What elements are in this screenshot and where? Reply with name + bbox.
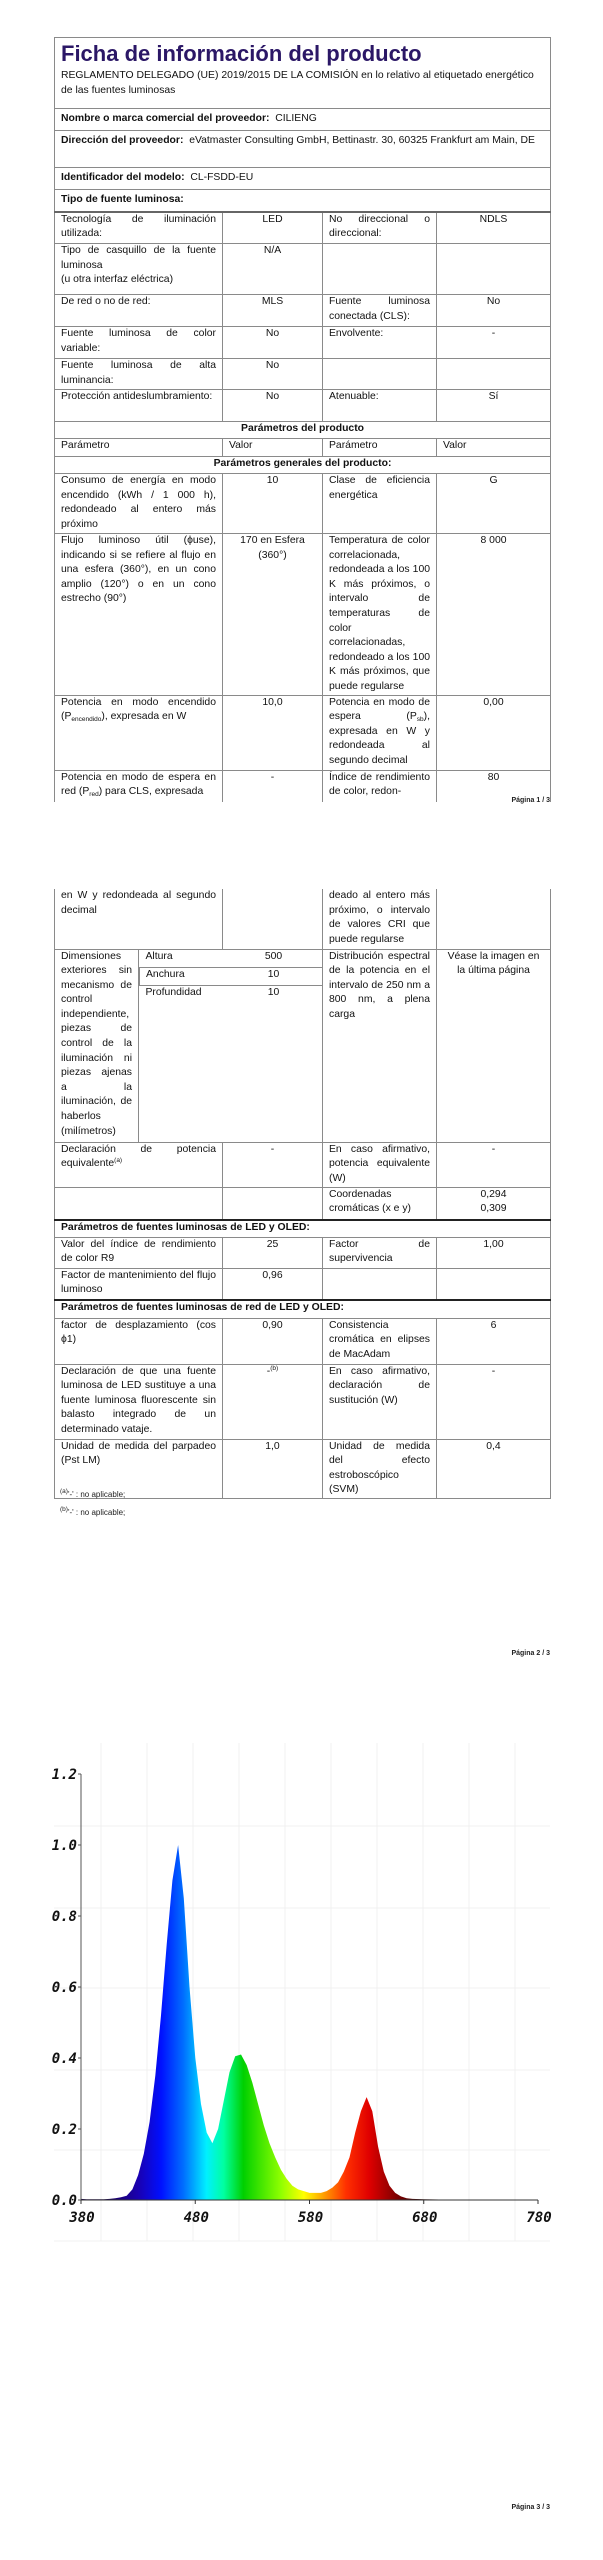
text-segment: - xyxy=(266,1365,271,1377)
value-cell: 10 xyxy=(223,474,323,534)
parameter-cell: Parámetro xyxy=(323,439,437,457)
value-cell xyxy=(223,889,323,949)
parameter-cell: Parámetro xyxy=(55,439,223,457)
value-cell xyxy=(223,1364,323,1439)
y-tick-label: 1.0 xyxy=(51,1838,77,1854)
parameter-cell xyxy=(55,695,223,770)
product-info-table-page-1 xyxy=(54,37,551,802)
value-cell: 1,0 xyxy=(223,1439,323,1498)
table-row xyxy=(55,1318,551,1364)
text-segment: ), expresada en W y redondeada al segundo decimal xyxy=(329,711,430,766)
parameter-cell: deado al entero más próximo, o intervalo de valores CRI que puede regularse xyxy=(323,889,437,949)
value-cell: No xyxy=(223,359,323,390)
table-row xyxy=(55,474,551,534)
value-cell: G xyxy=(437,474,551,534)
parameter-cell xyxy=(55,770,223,802)
text-segment: '-' : no aplicable; xyxy=(67,1490,126,1499)
subscript-text: red xyxy=(89,791,99,799)
x-tick-label: 480 xyxy=(183,2210,209,2226)
page-number-2: Página 2 / 3 xyxy=(511,1650,550,1657)
value-cell xyxy=(437,359,551,390)
parameter-cell: Unidad de medida del parpadeo (Pst LM) xyxy=(55,1439,223,1498)
value-cell: - xyxy=(437,1142,551,1187)
y-tick-label: 0.4 xyxy=(51,2051,77,2067)
x-tick-label: 380 xyxy=(69,2210,95,2226)
text-segment: Potencia en modo de espera (P xyxy=(329,696,430,723)
parameter-cell: De red o no de red: xyxy=(55,295,223,327)
y-tick-label: 0.8 xyxy=(51,1909,77,1925)
dimension-item xyxy=(140,967,323,985)
text-segment: ) para CLS, expresada xyxy=(98,786,204,798)
value-cell: - xyxy=(437,327,551,359)
parameter-cell: Consistencia cromática en elipses de MacAdam xyxy=(323,1318,437,1364)
parameter-cell: Declaración de que una fuente luminosa de LED sustituye a una fuente luminosa fluorescente sin balasto integrado de un determinado vataje. xyxy=(55,1364,223,1439)
parameter-cell xyxy=(323,359,437,390)
value-cell: 0,90 xyxy=(223,1318,323,1364)
value-cell: LED xyxy=(223,212,323,244)
table-row xyxy=(55,295,551,327)
mains-led-oled-header xyxy=(55,1300,551,1318)
dimensions-label-cell: Dimensiones exteriores sin mecanismo de control independiente, piezas de control de la iluminación ni piezas ajenas a la iluminación, de haberlos (milímetros) xyxy=(55,949,139,1142)
footnote xyxy=(60,1508,125,1517)
parameter-cell: factor de desplazamiento (cos ϕ1) xyxy=(55,1318,223,1364)
supplier-address-value: eVatmaster Consulting GmbH, Bettinastr. 30, 60325 Frankfurt am Main, DE xyxy=(189,135,535,146)
value-cell: 6 xyxy=(437,1318,551,1364)
table-row xyxy=(55,1187,551,1220)
x-tick-label: 780 xyxy=(526,2210,552,2226)
parameter-cell: Envolvente: xyxy=(323,327,437,359)
value-cell xyxy=(437,889,551,949)
parameter-cell: Coordenadas cromáticas (x e y) xyxy=(323,1187,437,1220)
text-segment: Declaración de potencia equivalente xyxy=(61,1143,216,1170)
value-cell: 80 xyxy=(437,770,551,802)
value-cell: Valor xyxy=(223,439,323,457)
value-cell: 10,0 xyxy=(223,695,323,770)
model-id-row xyxy=(55,168,551,190)
parameter-cell: Distribución espectral de la potencia en el intervalo de 250 nm a 800 nm, a plena carga xyxy=(323,949,437,1142)
dimension-item xyxy=(140,950,323,968)
x-tick-label: 680 xyxy=(412,2210,438,2226)
parameter-cell: En caso afirmativo, declaración de sustitución (W) xyxy=(323,1364,437,1439)
table-row xyxy=(55,889,551,949)
mains-led-oled-header-cell: Parámetros de fuentes luminosas de red de LED y OLED: xyxy=(55,1300,551,1318)
value-cell: Véase la imagen en la última página xyxy=(437,949,551,1142)
parameter-cell: Flujo luminoso útil (ϕuse), indicando si se refiere al flujo en una esfera (360°), en un cono amplio (120°) o en un cono estrecho (90°) xyxy=(55,534,223,696)
y-tick-label: 0.2 xyxy=(51,2122,77,2138)
table-row xyxy=(55,439,551,457)
supplier-name-value: CILIENG xyxy=(275,113,317,124)
dimension-value: 10 xyxy=(224,967,323,985)
value-cell: 170 en Esfera (360°) xyxy=(223,534,323,696)
parameter-cell: Fuente luminosa conectada (CLS): xyxy=(323,295,437,327)
value-cell: Valor xyxy=(437,439,551,457)
text-segment: '-' : no aplicable; xyxy=(67,1508,126,1517)
regulation-text: REGLAMENTO DELEGADO (UE) 2019/2015 DE LA COMISIÓN en lo relativo al etiquetado energético de las fuentes luminosas xyxy=(61,70,534,96)
subscript-text: sb xyxy=(416,716,424,724)
supscript-text: (a) xyxy=(60,1488,68,1495)
value-cell: 0,294 0,309 xyxy=(437,1187,551,1220)
parameter-cell: Factor de supervivencia xyxy=(323,1237,437,1268)
parameter-cell: en W y redondeada al segundo decimal xyxy=(55,889,223,949)
value-cell: No xyxy=(223,390,323,422)
light-source-type-label: Tipo de fuente luminosa: xyxy=(61,194,184,205)
page-1 xyxy=(54,37,550,802)
y-tick-label: 1.2 xyxy=(51,1767,77,1783)
parameter-cell: Unidad de medida del efecto estroboscópico (SVM) xyxy=(323,1439,437,1498)
dimension-name: Anchura xyxy=(140,967,224,985)
supscript-text: (b) xyxy=(270,1364,279,1372)
y-tick-label: 0.0 xyxy=(51,2193,77,2209)
value-cell: - xyxy=(223,1142,323,1187)
parameter-cell: Índice de rendimiento de color, redon- xyxy=(323,770,437,802)
value-cell: MLS xyxy=(223,295,323,327)
supplier-name-label: Nombre o marca comercial del proveedor: xyxy=(61,113,270,124)
value-cell: - xyxy=(437,1364,551,1439)
parameter-cell: En caso afirmativo, potencia equivalente (W) xyxy=(323,1142,437,1187)
value-cell: No xyxy=(223,327,323,359)
model-id-value: CL-FSDD-EU xyxy=(190,172,254,183)
supplier-name-row xyxy=(55,109,551,131)
table-row xyxy=(55,770,551,802)
parameter-cell: Temperatura de color correlacionada, redondeada a los 100 K más próximos, o intervalo de temperaturas de color correlacionadas, redondeado a los 100 K más próximos, que puede regularse xyxy=(323,534,437,696)
parameter-cell: Tecnología de iluminación utilizada: xyxy=(55,212,223,244)
text-segment: Potencia en modo encendido (P xyxy=(61,696,216,723)
parameter-cell: Fuente luminosa de alta luminancia: xyxy=(55,359,223,390)
dimensions-row xyxy=(55,949,551,1142)
value-cell: 25 xyxy=(223,1237,323,1268)
product-params-header xyxy=(55,422,551,439)
table-row xyxy=(55,1364,551,1439)
supscript-text: (a) xyxy=(114,1157,123,1165)
dimension-name: Altura xyxy=(145,950,173,962)
table-row xyxy=(55,534,551,696)
table-row xyxy=(55,1268,551,1300)
light-source-type-row xyxy=(55,190,551,212)
parameter-cell: Factor de mantenimiento del flujo luminoso xyxy=(55,1268,223,1300)
footnote xyxy=(60,1490,125,1499)
dimensions-table xyxy=(139,950,323,1003)
general-params-header-cell: Parámetros generales del producto: xyxy=(55,457,551,474)
parameter-cell xyxy=(323,244,437,295)
table-row xyxy=(55,390,551,422)
text-segment: Potencia en modo de espera en red (P xyxy=(61,771,216,798)
value-cell: - xyxy=(223,770,323,802)
table-row xyxy=(55,1439,551,1498)
parameter-cell: Tipo de casquillo de la fuente luminosa (u otra interfaz eléctrica) xyxy=(55,244,223,295)
value-cell: 1,00 xyxy=(437,1237,551,1268)
page-title: Ficha de información del producto xyxy=(61,41,422,66)
value-cell xyxy=(437,244,551,295)
spectral-power-distribution-chart xyxy=(0,1700,603,2260)
value-cell xyxy=(437,1268,551,1300)
subscript-text: encendido xyxy=(71,716,102,724)
led-oled-header-cell: Parámetros de fuentes luminosas de LED y OLED: xyxy=(55,1220,551,1237)
parameter-cell: Consumo de energía en modo encendido (kWh / 1 000 h), redondeado al entero más próximo xyxy=(55,474,223,534)
table-row xyxy=(55,695,551,770)
supplier-address-label: Dirección del proveedor: xyxy=(61,135,184,146)
table-row xyxy=(55,1142,551,1187)
value-cell: 0,4 xyxy=(437,1439,551,1498)
dimension-value: 500 xyxy=(264,950,283,962)
parameter-cell xyxy=(323,695,437,770)
parameter-cell: No direccional o direccional: xyxy=(323,212,437,244)
parameter-cell: Clase de eficiencia energética xyxy=(323,474,437,534)
parameter-cell: Atenuable: xyxy=(323,390,437,422)
value-cell: 0,96 xyxy=(223,1268,323,1300)
value-cell: NDLS xyxy=(437,212,551,244)
value-cell: No xyxy=(437,295,551,327)
dimensions-values-cell xyxy=(139,949,323,1142)
parameter-cell xyxy=(323,1268,437,1300)
parameter-cell: Valor del índice de rendimiento de color R9 xyxy=(55,1237,223,1268)
value-cell: N/A xyxy=(223,244,323,295)
general-params-header xyxy=(55,457,551,474)
supplier-address-row xyxy=(55,131,551,168)
model-id-label: Identificador del modelo: xyxy=(61,172,185,183)
supscript-text: (b) xyxy=(60,1506,68,1513)
page-number-1: Página 1 / 3 xyxy=(511,797,550,804)
dimension-value: 10 xyxy=(267,986,280,998)
table-row xyxy=(55,327,551,359)
table-row xyxy=(55,1237,551,1268)
parameter-cell xyxy=(55,1187,223,1220)
table-row xyxy=(55,212,551,244)
text-segment: ), expresada en W xyxy=(101,711,187,723)
x-tick-label: 580 xyxy=(297,2210,324,2226)
y-tick-label: 0.6 xyxy=(51,1980,77,1996)
header-cell xyxy=(55,38,551,109)
product-params-header-cell: Parámetros del producto xyxy=(55,422,551,439)
parameter-cell: Fuente luminosa de color variable: xyxy=(55,327,223,359)
product-info-table-page-2 xyxy=(54,889,551,1499)
parameter-cell xyxy=(55,1142,223,1187)
value-cell xyxy=(223,1187,323,1220)
table-row xyxy=(55,244,551,295)
value-cell: 8 000 xyxy=(437,534,551,696)
value-cell: 0,00 xyxy=(437,695,551,770)
page-number-3: Página 3 / 3 xyxy=(511,2504,550,2511)
page-2 xyxy=(54,889,550,1499)
table-row xyxy=(55,359,551,390)
dimension-item xyxy=(140,985,323,1003)
led-oled-header xyxy=(55,1220,551,1237)
dimension-name: Profundidad xyxy=(145,986,202,998)
parameter-cell: Protección antideslumbramiento: xyxy=(55,390,223,422)
value-cell: Sí xyxy=(437,390,551,422)
